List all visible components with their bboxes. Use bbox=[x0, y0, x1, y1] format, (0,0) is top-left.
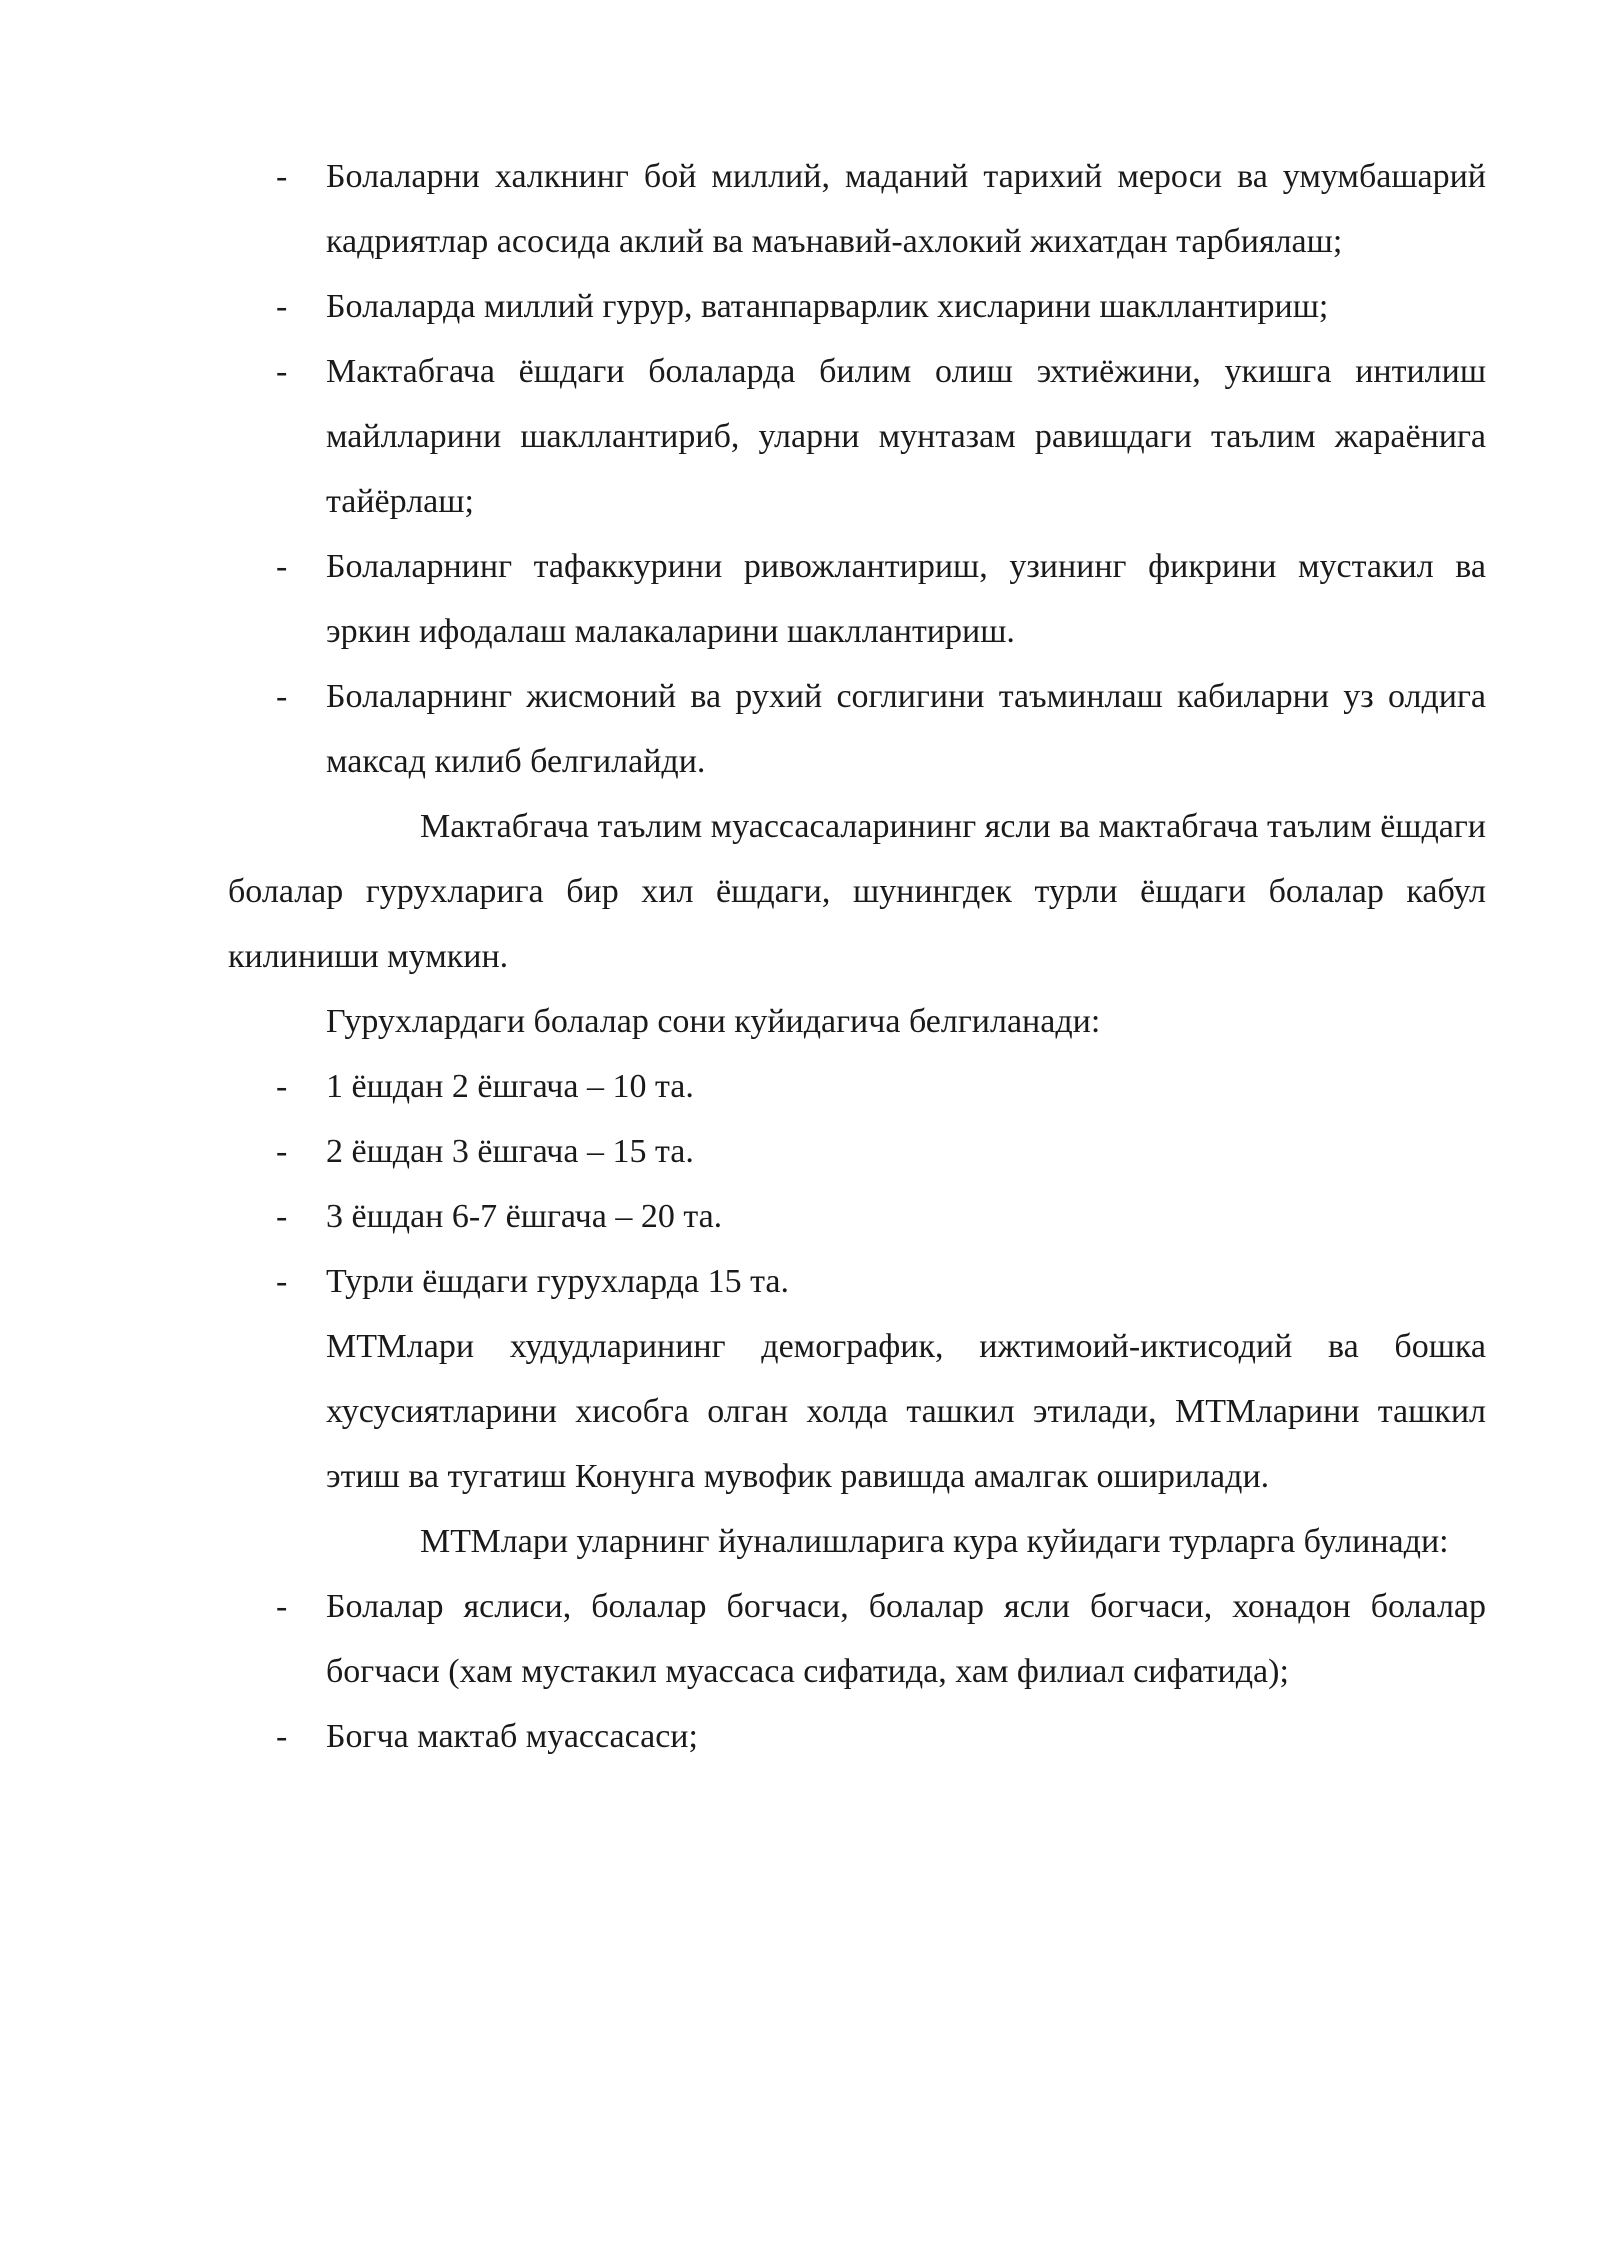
list-item-text: Мактабгача ёшдаги болаларда билим олиш эхтиёжини, укишга интилиш майлларини шакллантириб, уларни мунтазам равишдаги таълим жараёнига тайёрлаш; bbox=[326, 353, 1486, 520]
list-dash: - bbox=[276, 1068, 288, 1105]
paragraph-counts-intro: Гурухлардаги болалар сони куйидагича белгиланади: bbox=[326, 1003, 1101, 1040]
list-dash: - bbox=[276, 1718, 288, 1755]
list-dash: - bbox=[276, 353, 288, 390]
list-dash: - bbox=[276, 1588, 288, 1625]
list-dash: - bbox=[276, 158, 288, 195]
paragraph-types-intro: МТМлари уларнинг йуналишларига кура куйидаги турларга булинади: bbox=[420, 1523, 1449, 1560]
list-item-text: 3 ёшдан 6-7 ёшгача – 20 та. bbox=[326, 1198, 723, 1235]
list-item-text: Болаларнинг тафаккурини ривожлантириш, узининг фикрини мустакил ва эркин ифодалаш малакаларини шакллантириш. bbox=[326, 548, 1486, 650]
paragraph-groups: Мактабгача таълим муассасаларининг ясли ва мактабгача таълим ёшдаги болалар гурухларига бир хил ёшдаги, шунингдек турли ёшдаги болалар кабул килиниши мумкин. bbox=[228, 808, 1486, 975]
list-item bbox=[228, 1119, 1486, 1184]
list-dash: - bbox=[276, 548, 288, 585]
list-item-text: Болалар яслиси, болалар богчаси, болалар ясли богчаси, хонадон болалар богчаси (хам мустакил муассаса сифатида, хам филиал сифатида); bbox=[326, 1588, 1486, 1690]
list-item-text: Болаларни халкнинг бой миллий, маданий тарихий мероси ва умумбашарий кадриятлар асосида аклий ва маънавий-ахлокий жихатдан тарбиялаш; bbox=[326, 158, 1486, 260]
list-item bbox=[228, 144, 1486, 274]
list-item bbox=[228, 1574, 1486, 1704]
list-item bbox=[228, 1249, 1486, 1314]
list-item bbox=[228, 339, 1486, 534]
list-item-text: Болаларда миллий гурур, ватанпарварлик хисларини шакллантириш; bbox=[326, 288, 1329, 325]
list-dash: - bbox=[276, 678, 288, 715]
list-dash: - bbox=[276, 1133, 288, 1170]
list-item bbox=[228, 1054, 1486, 1119]
list-dash: - bbox=[276, 288, 288, 325]
document-body bbox=[228, 144, 1486, 1769]
list-dash: - bbox=[276, 1263, 288, 1300]
list-item-text: Турли ёшдаги гурухларда 15 та. bbox=[326, 1263, 789, 1300]
list-item bbox=[228, 1704, 1486, 1769]
list-item-text: 1 ёшдан 2 ёшгача – 10 та. bbox=[326, 1068, 694, 1105]
list-dash: - bbox=[276, 1198, 288, 1235]
list-item bbox=[228, 274, 1486, 339]
list-item bbox=[228, 534, 1486, 664]
list-item-text: 2 ёшдан 3 ёшгача – 15 та. bbox=[326, 1133, 694, 1170]
paragraph-mtm: МТМлари худудларининг демографик, ижтимоий-иктисодий ва бошка хусусиятларини хисобга олган холда ташкил этилади, МТМларини ташкил этиш ва тугатиш Конунга мувофик равишда амалгак оширилади. bbox=[326, 1328, 1486, 1495]
list-item-text: Богча мактаб муассасаси; bbox=[326, 1718, 698, 1755]
list-item bbox=[228, 664, 1486, 794]
list-item bbox=[228, 1184, 1486, 1249]
list-item-text: Болаларнинг жисмоний ва рухий соглигини таъминлаш кабиларни уз олдига максад килиб белгилайди. bbox=[326, 678, 1486, 780]
